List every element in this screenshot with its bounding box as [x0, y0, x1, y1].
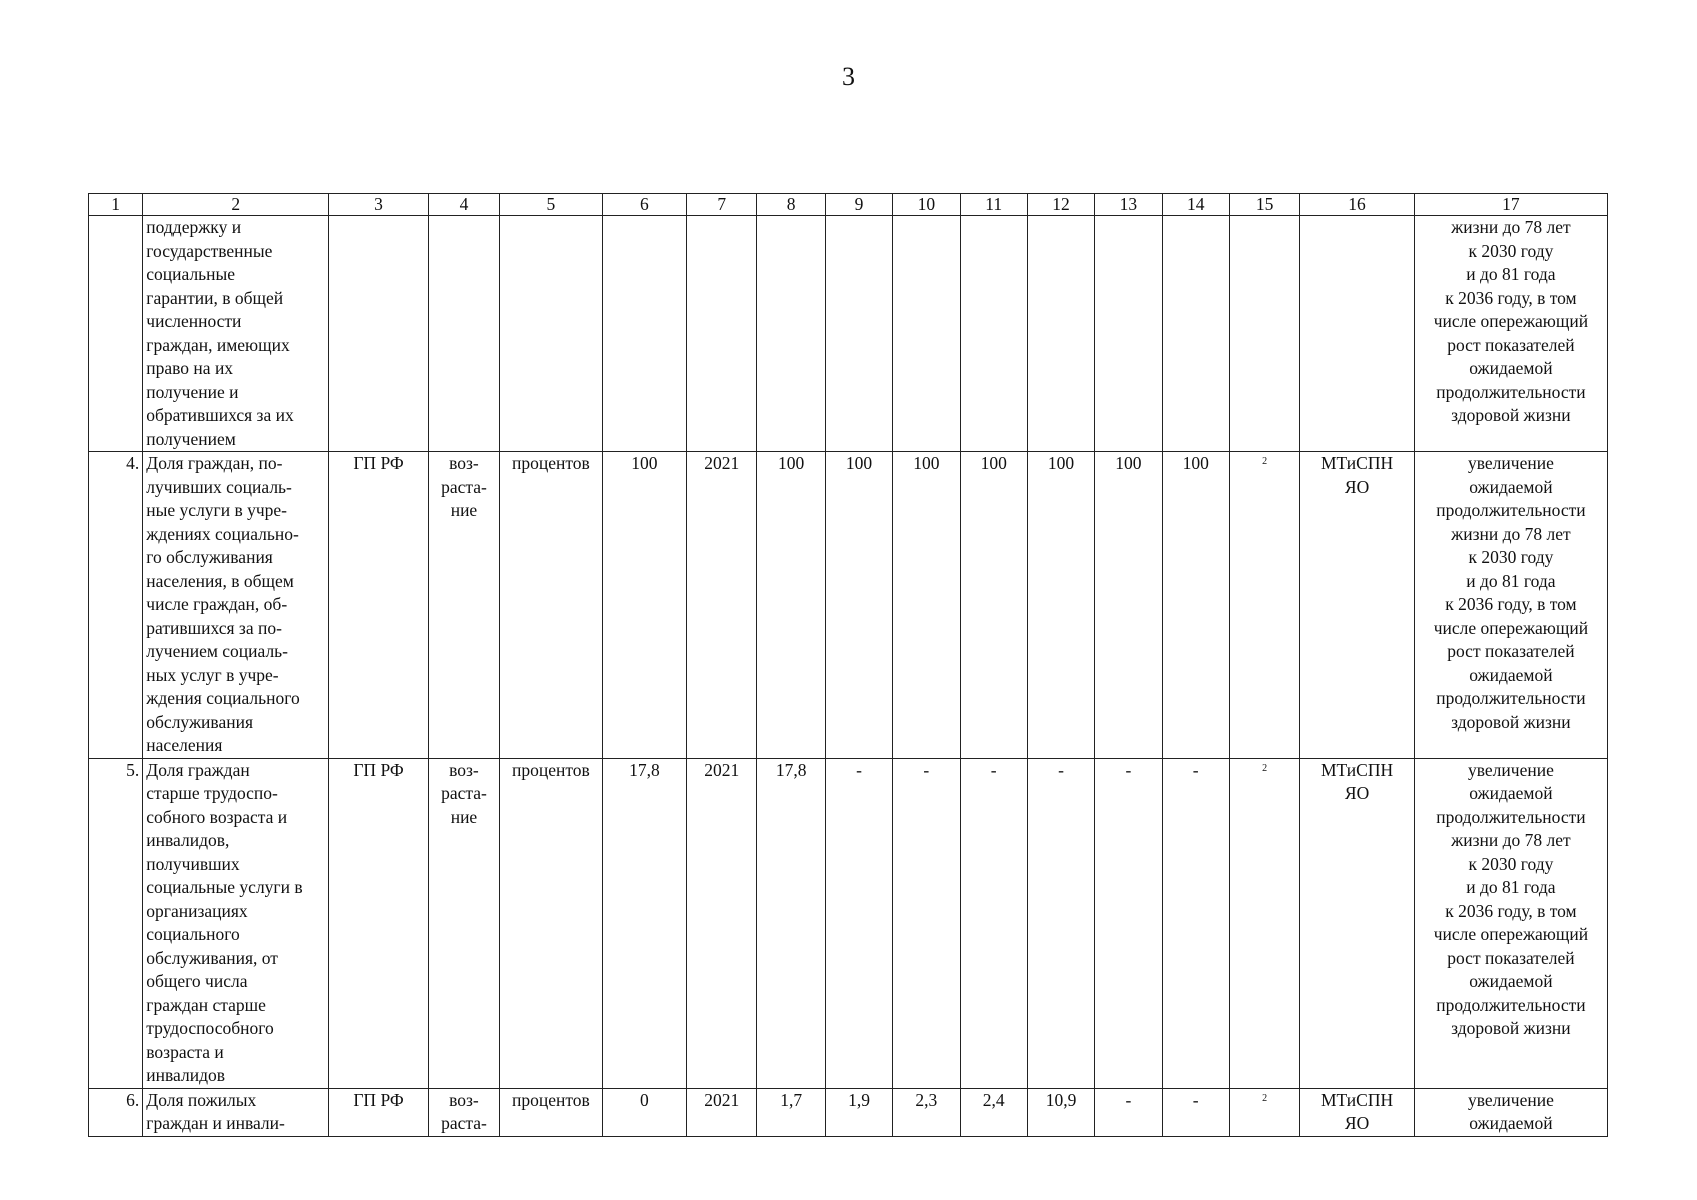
empty-cell: [757, 216, 825, 452]
row-number-cell: 5.: [89, 758, 143, 1088]
value-cell: -: [893, 758, 960, 1088]
indicators-table: [88, 193, 1608, 1137]
value-cell: 100: [1027, 452, 1094, 759]
responsible-cell: МТиСПН ЯО: [1300, 758, 1415, 1088]
table-row: [89, 1088, 1608, 1136]
level-cell: ГП РФ: [329, 758, 429, 1088]
value-cell: 2,3: [893, 1088, 960, 1136]
responsible-cell: МТиСПН ЯО: [1300, 1088, 1415, 1136]
header-cell: 8: [757, 194, 825, 216]
page-number: 3: [842, 62, 855, 91]
indicator-name-cell: Доля граждан, по- лучивших социаль- ные услуги в учре- ждениях социально- го обслуживания населения, в общем числе граждан, об- ратившихся за по- лучением социаль- ных услуг в учре- ждения социального обслуживания населения: [143, 452, 329, 759]
header-cell: 10: [893, 194, 960, 216]
header-cell: 12: [1027, 194, 1094, 216]
empty-cell: [428, 216, 499, 452]
value-cell: 100: [1095, 452, 1162, 759]
row-number-cell: 4.: [89, 452, 143, 759]
value-cell: 10,9: [1027, 1088, 1094, 1136]
empty-cell: [602, 216, 686, 452]
empty-cell: [1095, 216, 1162, 452]
header-cell: 4: [428, 194, 499, 216]
table-row: [89, 452, 1608, 759]
footnote-ref: 2: [1262, 762, 1268, 774]
value-cell: 100: [960, 452, 1027, 759]
table-row: [89, 758, 1608, 1088]
header-cell: 16: [1300, 194, 1415, 216]
value-cell: 2,4: [960, 1088, 1027, 1136]
indicator-type-cell: воз- раста-: [428, 1088, 499, 1136]
goal-cell: увеличение ожидаемой: [1414, 1088, 1607, 1136]
row-number-cell: 6.: [89, 1088, 143, 1136]
document-ref-cell: [1229, 1088, 1299, 1136]
document-ref-cell: [1229, 758, 1299, 1088]
value-cell: -: [1162, 1088, 1229, 1136]
goal-cell: увеличение ожидаемой продолжительности жизни до 78 лет к 2030 году и до 81 года к 2036 году, в том числе опережающий рост показателей ожидаемой продолжительности здоровой жизни: [1414, 758, 1607, 1088]
value-cell: -: [1027, 758, 1094, 1088]
indicator-type-cell: воз- раста- ние: [428, 758, 499, 1088]
header-cell: 5: [500, 194, 603, 216]
base-year-cell: 2021: [687, 1088, 757, 1136]
value-cell: -: [825, 758, 892, 1088]
value-cell: 100: [1162, 452, 1229, 759]
header-cell: 2: [143, 194, 329, 216]
empty-cell: [825, 216, 892, 452]
empty-cell: [687, 216, 757, 452]
unit-cell: процентов: [500, 452, 603, 759]
value-cell: -: [1162, 758, 1229, 1088]
base-value-cell: 17,8: [602, 758, 686, 1088]
table-row-continuation: [89, 216, 1608, 452]
base-year-cell: 2021: [687, 758, 757, 1088]
header-cell: 13: [1095, 194, 1162, 216]
base-value-cell: 0: [602, 1088, 686, 1136]
empty-cell: [960, 216, 1027, 452]
value-cell: 17,8: [757, 758, 825, 1088]
indicator-name-cell: Доля граждан старше трудоспо- собного возраста и инвалидов, получивших социальные услуги в организациях социального обслуживания, от общего числа граждан старше трудоспособного возраста и инвалидов: [143, 758, 329, 1088]
level-cell: ГП РФ: [329, 1088, 429, 1136]
header-cell: 9: [825, 194, 892, 216]
value-cell: -: [1095, 758, 1162, 1088]
header-cell: 11: [960, 194, 1027, 216]
column-number-row: [89, 194, 1608, 216]
header-cell: 3: [329, 194, 429, 216]
indicator-name-cell: Доля пожилых граждан и инвали-: [143, 1088, 329, 1136]
footnote-ref: 2: [1262, 1092, 1268, 1104]
value-cell: 100: [757, 452, 825, 759]
unit-cell: процентов: [500, 758, 603, 1088]
empty-cell: [1162, 216, 1229, 452]
footnote-ref: 2: [1262, 456, 1268, 467]
empty-cell: [1300, 216, 1415, 452]
header-cell: 17: [1414, 194, 1607, 216]
value-cell: -: [960, 758, 1027, 1088]
value-cell: 100: [825, 452, 892, 759]
empty-cell: [893, 216, 960, 452]
responsible-cell: МТиСПН ЯО: [1300, 452, 1415, 759]
row-number-cell: [89, 216, 143, 452]
value-cell: 100: [893, 452, 960, 759]
value-cell: 1,9: [825, 1088, 892, 1136]
header-cell: 6: [602, 194, 686, 216]
indicator-type-cell: воз- раста- ние: [428, 452, 499, 759]
base-value-cell: 100: [602, 452, 686, 759]
empty-cell: [1229, 216, 1299, 452]
empty-cell: [1027, 216, 1094, 452]
indicator-name-cell: поддержку и государственные социальные гарантии, в общей численности граждан, имеющих право на их получение и обратившихся за их получением: [143, 216, 329, 452]
base-year-cell: 2021: [687, 452, 757, 759]
goal-cell: жизни до 78 лет к 2030 году и до 81 года к 2036 году, в том числе опережающий рост показателей ожидаемой продолжительности здоровой жизни: [1414, 216, 1607, 452]
value-cell: -: [1095, 1088, 1162, 1136]
header-cell: 15: [1229, 194, 1299, 216]
empty-cell: [329, 216, 429, 452]
header-cell: 7: [687, 194, 757, 216]
empty-cell: [500, 216, 603, 452]
goal-cell: увеличение ожидаемой продолжительности жизни до 78 лет к 2030 году и до 81 года к 2036 году, в том числе опережающий рост показателей ожидаемой продолжительности здоровой жизни: [1414, 452, 1607, 759]
header-cell: 1: [89, 194, 143, 216]
header-cell: 14: [1162, 194, 1229, 216]
unit-cell: процентов: [500, 1088, 603, 1136]
document-ref-cell: [1229, 452, 1299, 759]
level-cell: ГП РФ: [329, 452, 429, 759]
value-cell: 1,7: [757, 1088, 825, 1136]
